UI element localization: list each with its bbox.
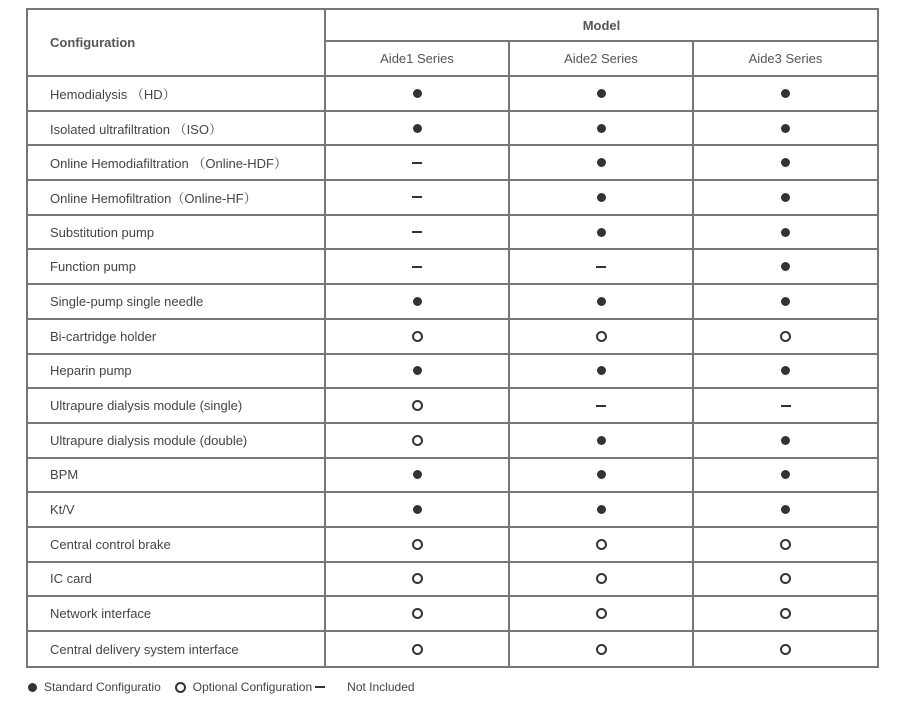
mark-cell-aide2 [510, 181, 694, 214]
row-label: Substitution pump [28, 216, 326, 249]
mark-cell-aide3 [694, 459, 877, 492]
row-label: Bi-cartridge holder [28, 320, 326, 353]
mark-cell-aide2 [510, 632, 694, 667]
table-header [28, 10, 877, 77]
filled-dot-icon [781, 297, 790, 306]
mark-cell-aide2 [510, 528, 694, 561]
mark-cell-aide2 [510, 389, 694, 422]
mark-cell-aide1 [326, 528, 510, 561]
filled-dot-icon [781, 124, 790, 133]
legend-optional-label: Optional Configuration [192, 680, 313, 694]
filled-dot-icon [28, 683, 37, 692]
dash-icon [412, 266, 422, 268]
model-header: Model [326, 10, 877, 42]
hollow-circle-icon [780, 573, 791, 584]
hollow-circle-icon [780, 644, 791, 655]
hollow-circle-icon [596, 331, 607, 342]
mark-cell-aide3 [694, 355, 877, 388]
table-row [28, 459, 877, 494]
legend-optional [175, 680, 312, 694]
filled-dot-icon [597, 436, 606, 445]
table-row [28, 632, 877, 667]
table-body [28, 77, 877, 667]
mark-cell-aide2 [510, 459, 694, 492]
table-row [28, 181, 877, 216]
dash-icon [781, 405, 791, 407]
mark-cell-aide1 [326, 389, 510, 422]
table-row [28, 250, 877, 285]
hollow-circle-icon [780, 608, 791, 619]
table-row [28, 320, 877, 355]
mark-cell-aide1 [326, 181, 510, 214]
mark-cell-aide3 [694, 146, 877, 179]
hollow-circle-icon [596, 539, 607, 550]
hollow-circle-icon [780, 539, 791, 550]
hollow-circle-icon [412, 400, 423, 411]
mark-cell-aide1 [326, 632, 510, 667]
mark-cell-aide3 [694, 285, 877, 318]
mark-cell-aide3 [694, 320, 877, 353]
hollow-circle-icon [412, 435, 423, 446]
legend-standard-label: Standard Configuratio [44, 680, 161, 694]
filled-dot-icon [781, 193, 790, 202]
row-label: Isolated ultrafiltration （ISO） [28, 112, 326, 145]
mark-cell-aide2 [510, 216, 694, 249]
table-row [28, 493, 877, 528]
filled-dot-icon [597, 505, 606, 514]
hollow-circle-icon [412, 608, 423, 619]
filled-dot-icon [413, 505, 422, 514]
table-row [28, 389, 877, 424]
mark-cell-aide3 [694, 250, 877, 283]
row-label: Single-pump single needle [28, 285, 326, 318]
mark-cell-aide3 [694, 528, 877, 561]
mark-cell-aide2 [510, 597, 694, 630]
table-row [28, 563, 877, 598]
dash-icon [412, 196, 422, 198]
filled-dot-icon [781, 366, 790, 375]
mark-cell-aide2 [510, 285, 694, 318]
series-header-aide3: Aide3 Series [748, 51, 823, 66]
table-row [28, 77, 877, 112]
filled-dot-icon [781, 158, 790, 167]
dash-icon [596, 266, 606, 268]
dash-icon [596, 405, 606, 407]
mark-cell-aide1 [326, 285, 510, 318]
mark-cell-aide3 [694, 181, 877, 214]
table-row [28, 528, 877, 563]
table-row [28, 216, 877, 251]
filled-dot-icon [413, 297, 422, 306]
filled-dot-icon [413, 470, 422, 479]
series-header-aide1: Aide1 Series [326, 42, 510, 75]
hollow-circle-icon [596, 608, 607, 619]
mark-cell-aide3 [694, 632, 877, 667]
mark-cell-aide1 [326, 216, 510, 249]
row-label: Central delivery system interface [28, 632, 326, 667]
filled-dot-icon [413, 124, 422, 133]
mark-cell-aide2 [510, 493, 694, 526]
row-label: BPM [28, 459, 326, 492]
dash-icon [412, 162, 422, 164]
row-label: Network interface [28, 597, 326, 630]
row-label: Online Hemodiafiltration （Online-HDF） [28, 146, 326, 179]
filled-dot-icon [597, 228, 606, 237]
table-row [28, 597, 877, 632]
filled-dot-icon [781, 470, 790, 479]
row-label: Ultrapure dialysis module (double) [28, 424, 326, 457]
mark-cell-aide3 [694, 112, 877, 145]
hollow-circle-icon [412, 331, 423, 342]
mark-cell-aide1 [326, 77, 510, 110]
mark-cell-aide2 [510, 424, 694, 457]
mark-cell-aide1 [326, 250, 510, 283]
hollow-circle-icon [780, 331, 791, 342]
filled-dot-icon [597, 89, 606, 98]
table-row [28, 112, 877, 147]
filled-dot-icon [781, 262, 790, 271]
mark-cell-aide1 [326, 493, 510, 526]
filled-dot-icon [781, 436, 790, 445]
series-header-aide2: Aide2 Series [510, 42, 694, 75]
filled-dot-icon [597, 158, 606, 167]
row-label: IC card [28, 563, 326, 596]
row-label: Hemodialysis （HD） [28, 77, 326, 110]
hollow-circle-icon [412, 573, 423, 584]
dash-icon [412, 231, 422, 233]
mark-cell-aide3 [694, 563, 877, 596]
legend-standard [28, 680, 161, 694]
mark-cell-aide3 [694, 77, 877, 110]
mark-cell-aide2 [510, 563, 694, 596]
legend-not-included-label: Not Included [347, 680, 415, 694]
mark-cell-aide2 [510, 146, 694, 179]
filled-dot-icon [597, 124, 606, 133]
filled-dot-icon [597, 193, 606, 202]
mark-cell-aide3 [694, 424, 877, 457]
filled-dot-icon [781, 228, 790, 237]
mark-cell-aide3 [694, 493, 877, 526]
hollow-circle-icon [596, 573, 607, 584]
table-row [28, 146, 877, 181]
configuration-table [26, 8, 879, 668]
mark-cell-aide3 [694, 216, 877, 249]
row-label: Function pump [28, 250, 326, 283]
mark-cell-aide3 [694, 389, 877, 422]
row-label: Ultrapure dialysis module (single) [28, 389, 326, 422]
filled-dot-icon [781, 505, 790, 514]
filled-dot-icon [413, 366, 422, 375]
mark-cell-aide1 [326, 146, 510, 179]
mark-cell-aide1 [326, 563, 510, 596]
mark-cell-aide1 [326, 424, 510, 457]
mark-cell-aide1 [326, 112, 510, 145]
legend [28, 679, 415, 695]
filled-dot-icon [597, 470, 606, 479]
row-label: Online Hemofiltration（Online-HF） [28, 181, 326, 214]
mark-cell-aide1 [326, 355, 510, 388]
hollow-circle-icon [412, 539, 423, 550]
filled-dot-icon [597, 297, 606, 306]
table-row [28, 424, 877, 459]
legend-not-included [315, 680, 414, 694]
table-row [28, 285, 877, 320]
hollow-circle-icon [412, 644, 423, 655]
dash-icon [315, 686, 325, 688]
mark-cell-aide2 [510, 320, 694, 353]
mark-cell-aide2 [510, 355, 694, 388]
configuration-header: Configuration [28, 10, 326, 75]
row-label: Heparin pump [28, 355, 326, 388]
hollow-circle-icon [175, 682, 186, 693]
row-label: Kt/V [28, 493, 326, 526]
mark-cell-aide1 [326, 459, 510, 492]
mark-cell-aide2 [510, 250, 694, 283]
hollow-circle-icon [596, 644, 607, 655]
filled-dot-icon [413, 89, 422, 98]
mark-cell-aide1 [326, 320, 510, 353]
mark-cell-aide2 [510, 112, 694, 145]
mark-cell-aide3 [694, 597, 877, 630]
table-row [28, 355, 877, 390]
mark-cell-aide2 [510, 77, 694, 110]
mark-cell-aide1 [326, 597, 510, 630]
row-label: Central control brake [28, 528, 326, 561]
filled-dot-icon [597, 366, 606, 375]
filled-dot-icon [781, 89, 790, 98]
